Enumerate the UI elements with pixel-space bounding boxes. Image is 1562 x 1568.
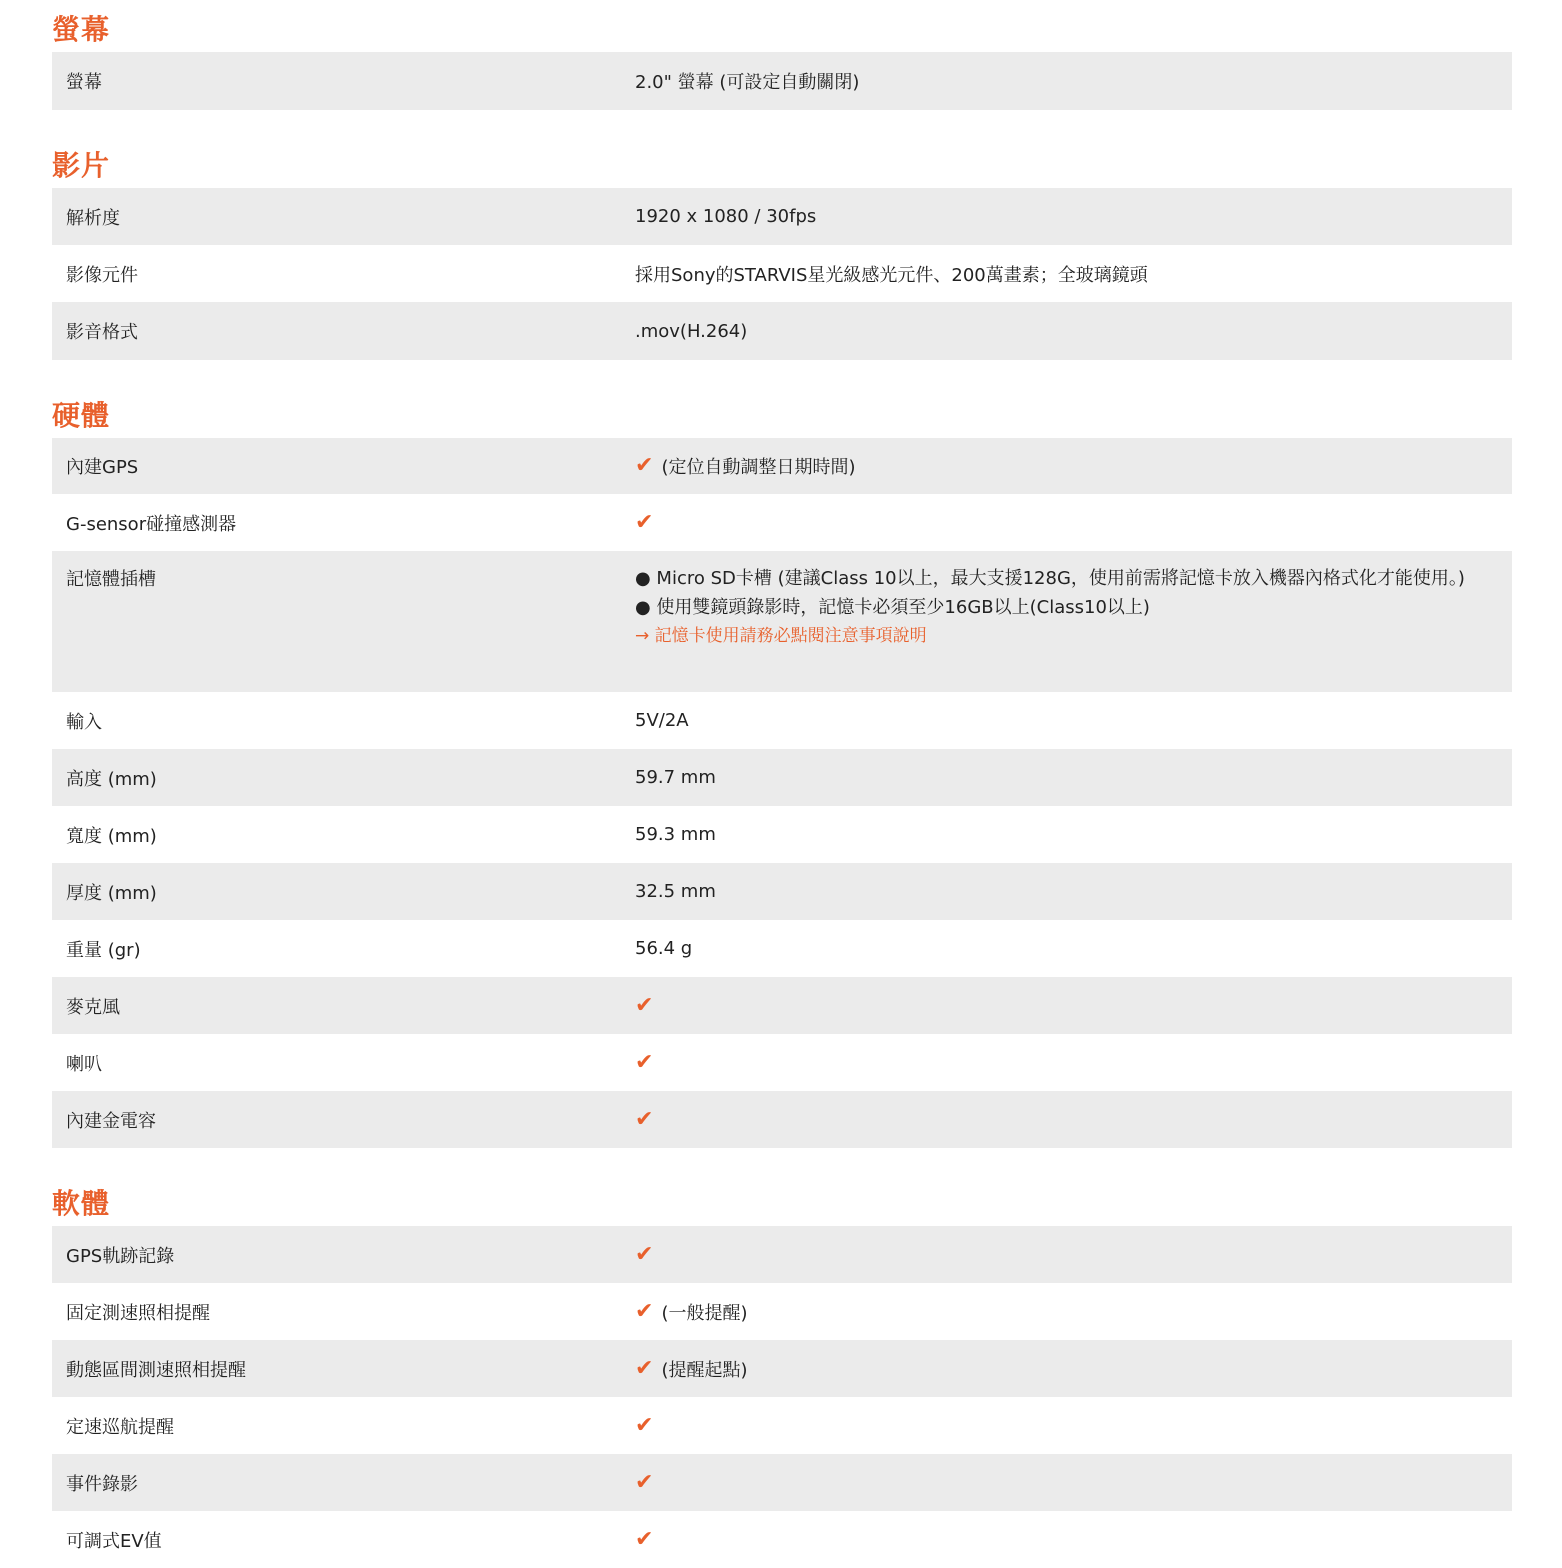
check-icon: ✔ <box>635 1469 654 1495</box>
row-value <box>635 992 1512 1018</box>
row-value <box>635 1106 1512 1132</box>
row-value: 32.5 mm <box>635 881 716 902</box>
table-row <box>52 863 1512 920</box>
section-title-video: 影片 <box>52 149 111 182</box>
row-label: 事件錄影 <box>66 1473 138 1495</box>
row-value: 採用Sony的STARVIS星光級感光元件、200萬畫素；全玻璃鏡頭 <box>635 264 1148 286</box>
row-label: G-sensor碰撞感測器 <box>66 513 237 535</box>
table-row <box>52 1340 1512 1397</box>
row-label: 喇叭 <box>66 1053 102 1075</box>
row-label: 內建金電容 <box>66 1110 156 1132</box>
table-row <box>52 920 1512 977</box>
table-row <box>52 692 1512 749</box>
row-value <box>635 1469 1512 1495</box>
row-value <box>635 551 1512 651</box>
table-row <box>52 245 1512 302</box>
row-value: 5V/2A <box>635 710 689 731</box>
table-row <box>52 749 1512 806</box>
row-value <box>635 509 1512 535</box>
check-icon: ✔ <box>635 1355 654 1381</box>
row-value: 56.4 g <box>635 938 693 959</box>
row-value <box>635 1299 1512 1325</box>
memory-line-1: ● Micro SD卡槽 (建議Class 10以上，最大支援128G，使用前需將記憶卡放入機器內格式化才能使用。) <box>635 568 1465 589</box>
table-row <box>52 1397 1512 1454</box>
table-row <box>52 1226 1512 1283</box>
row-value <box>635 453 1512 479</box>
row-label: 寬度 (mm) <box>66 825 157 847</box>
check-icon: ✔ <box>635 1298 654 1324</box>
row-value <box>635 1241 1512 1267</box>
section-title-software: 軟體 <box>52 1187 111 1220</box>
row-value: 2.0" 螢幕 (可設定自動關閉) <box>635 72 860 93</box>
row-value <box>635 1412 1512 1438</box>
check-icon: ✔ <box>635 992 654 1018</box>
row-label: 重量 (gr) <box>66 939 141 961</box>
row-value-text: (提醒起點) <box>661 1359 748 1381</box>
table-row <box>52 551 1512 692</box>
table-row <box>52 302 1512 360</box>
table-row <box>52 977 1512 1034</box>
check-icon: ✔ <box>635 509 654 535</box>
row-label: GPS軌跡記錄 <box>66 1245 175 1267</box>
check-icon: ✔ <box>635 453 654 478</box>
row-label: 影像元件 <box>66 264 138 286</box>
table-row <box>52 494 1512 551</box>
row-label: 內建GPS <box>66 457 139 478</box>
check-icon: ✔ <box>635 1106 654 1132</box>
memory-card-note-link[interactable]: → 記憶卡使用請務必點閱注意事項說明 <box>635 626 927 646</box>
check-icon: ✔ <box>635 1241 654 1267</box>
row-label: 可調式EV值 <box>66 1530 162 1552</box>
row-value: 59.7 mm <box>635 767 716 788</box>
row-label: 厚度 (mm) <box>66 882 157 904</box>
table-row <box>52 52 1512 110</box>
row-value <box>635 1049 1512 1075</box>
row-label: 輸入 <box>66 711 102 733</box>
row-value-text: (一般提醒) <box>661 1302 748 1324</box>
section-title-screen: 螢幕 <box>52 13 111 46</box>
row-value: 1920 x 1080 / 30fps <box>635 206 817 227</box>
table-row <box>52 1283 1512 1340</box>
row-label: 固定測速照相提醒 <box>66 1302 210 1324</box>
memory-line-2: ● 使用雙鏡頭錄影時，記憶卡必須至少16GB以上(Class10以上) <box>635 597 1150 618</box>
row-value: .mov(H.264) <box>635 320 748 342</box>
table-row <box>52 438 1512 494</box>
check-icon: ✔ <box>635 1526 654 1552</box>
check-icon: ✔ <box>635 1049 654 1075</box>
row-label: 解析度 <box>66 207 120 229</box>
row-label: 高度 (mm) <box>66 768 157 790</box>
row-value: 59.3 mm <box>635 824 716 845</box>
table-row <box>52 188 1512 245</box>
table-row <box>52 1511 1512 1568</box>
section-title-hardware: 硬體 <box>52 399 111 432</box>
spec-sheet <box>52 0 1512 1568</box>
row-label: 動態區間測速照相提醒 <box>66 1359 246 1381</box>
table-row <box>52 806 1512 863</box>
table-row <box>52 1034 1512 1091</box>
row-value-text: (定位自動調整日期時間) <box>661 457 856 478</box>
row-label: 麥克風 <box>66 996 120 1018</box>
row-value <box>635 1356 1512 1382</box>
row-label: 螢幕 <box>66 72 102 93</box>
check-icon: ✔ <box>635 1412 654 1438</box>
row-label: 定速巡航提醒 <box>66 1416 174 1438</box>
table-row <box>52 1454 1512 1511</box>
row-label: 記憶體插槽 <box>66 569 156 590</box>
row-value <box>635 1526 1512 1552</box>
table-row <box>52 1091 1512 1148</box>
row-label: 影音格式 <box>66 322 138 343</box>
